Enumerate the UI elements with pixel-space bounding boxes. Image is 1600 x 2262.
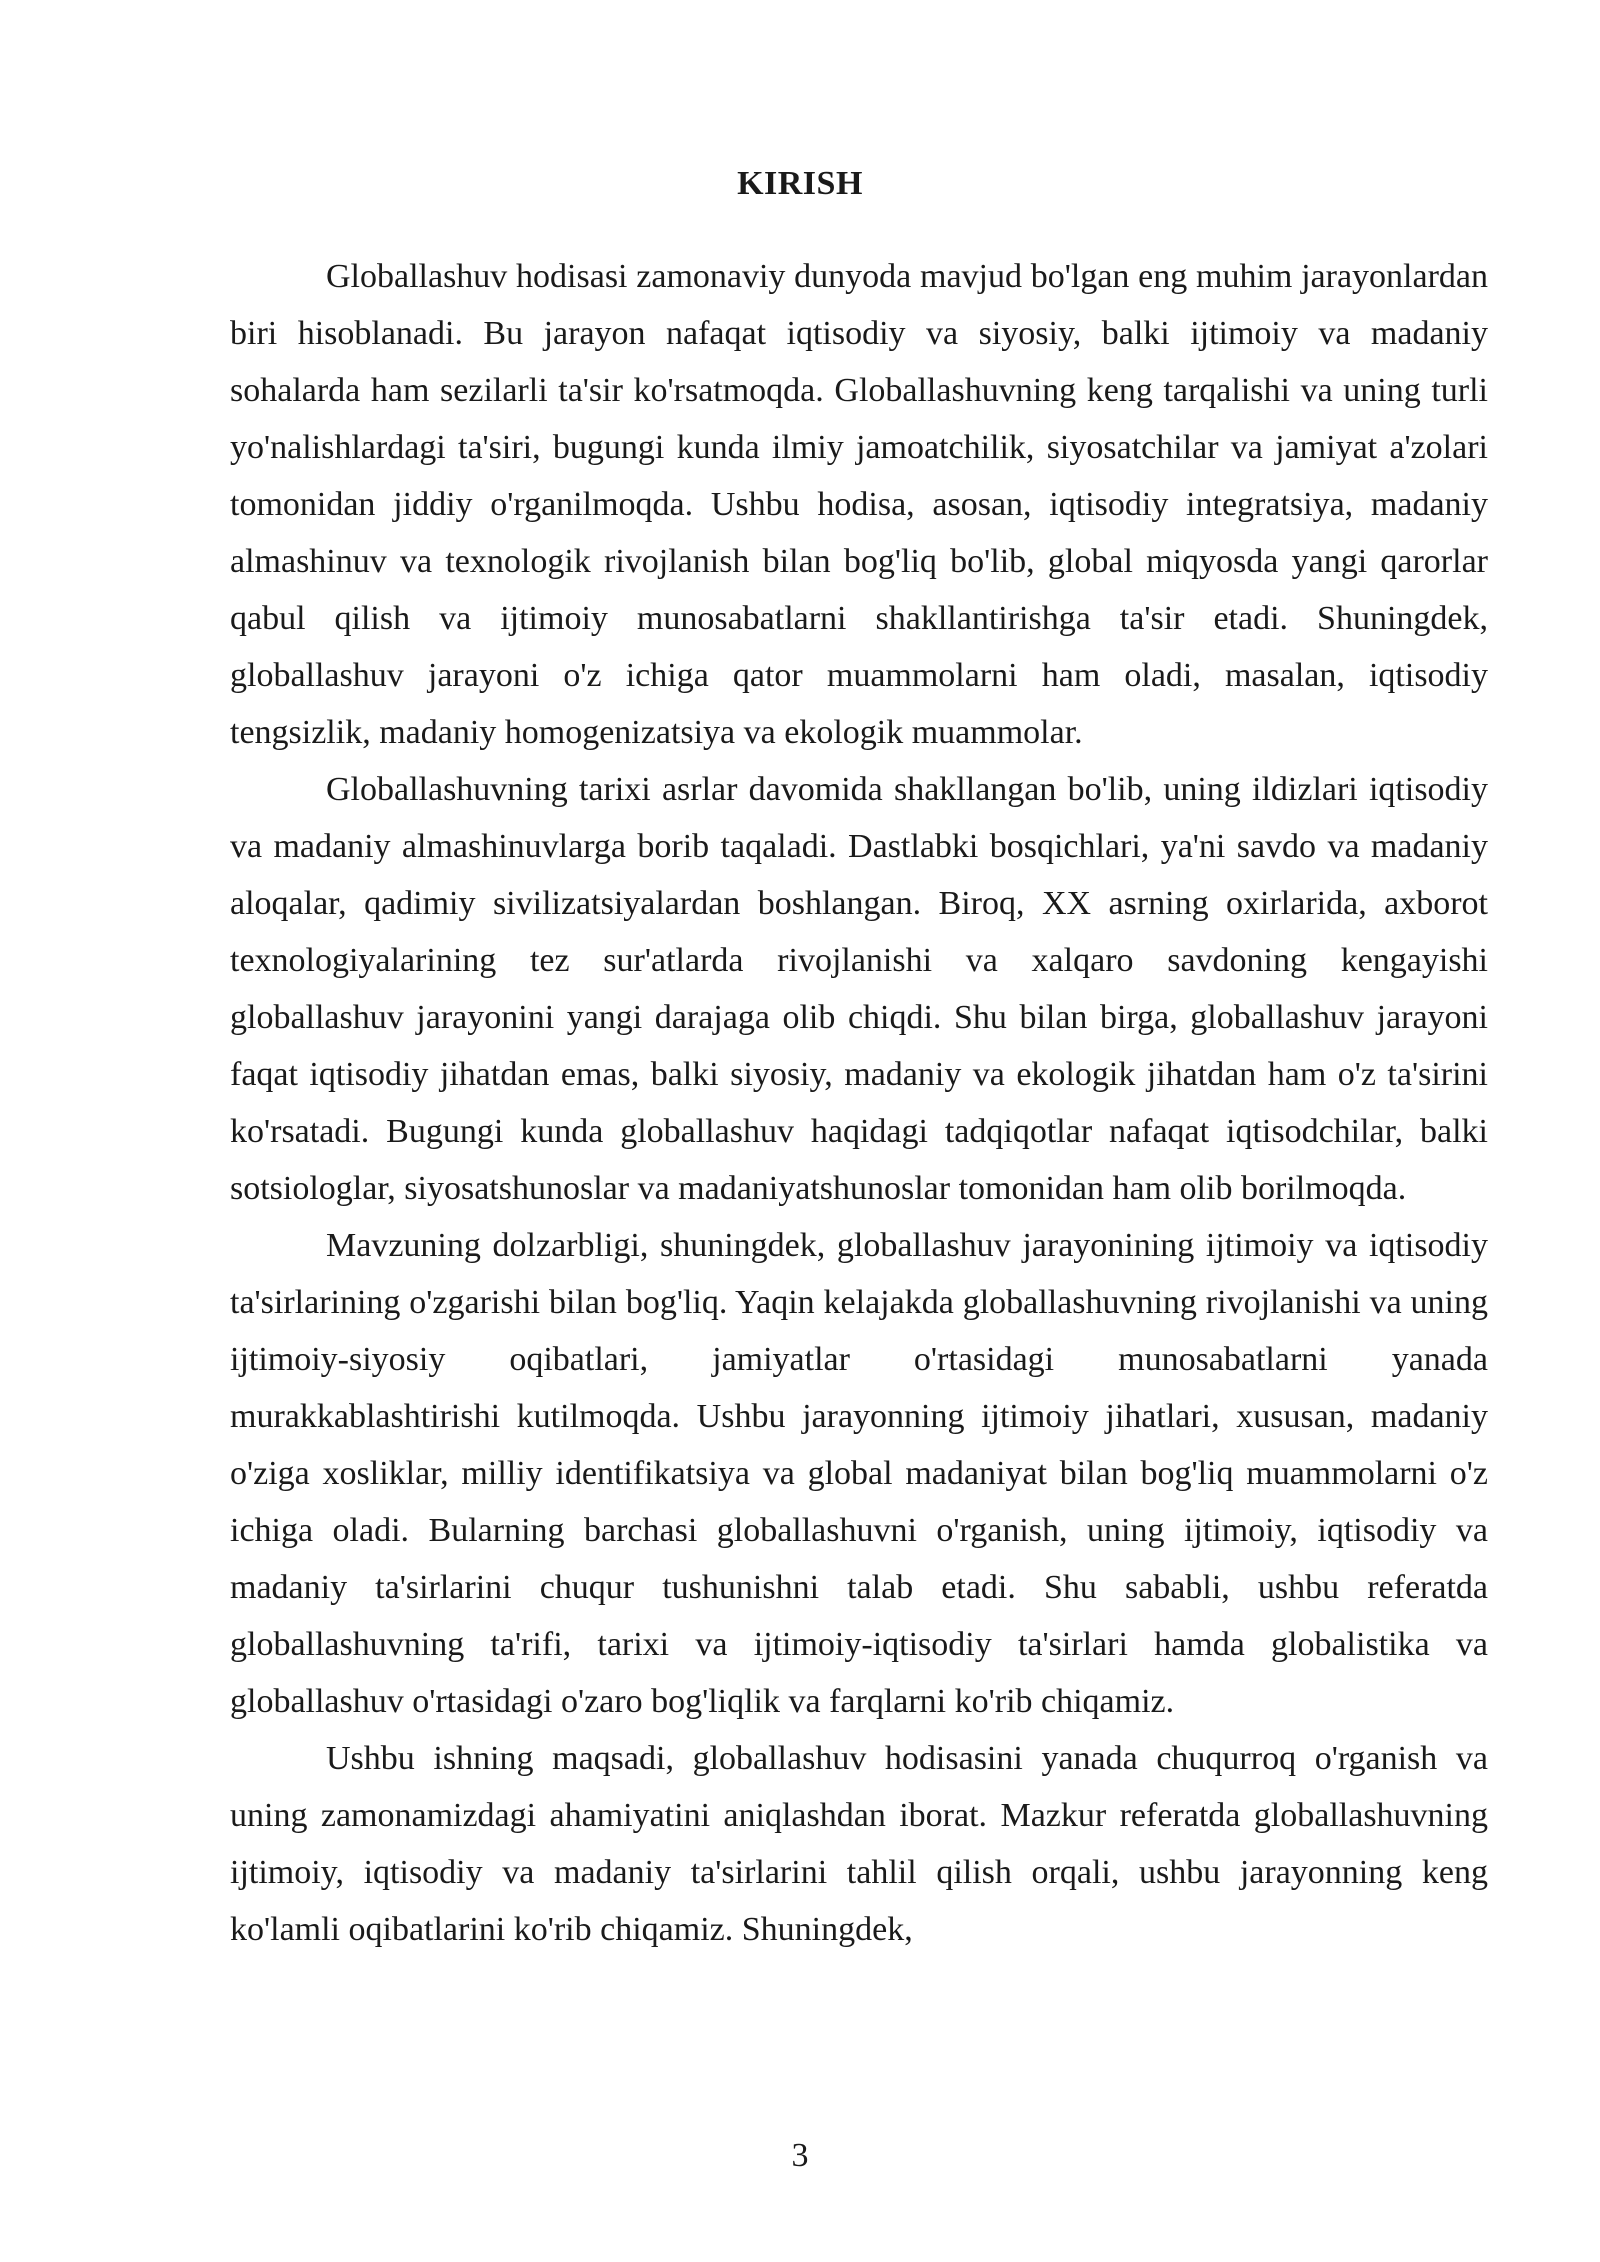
page-title: KIRISH xyxy=(737,165,863,202)
page-number: 3 xyxy=(791,2137,809,2174)
paragraph-4: Ushbu ishning maqsadi, globallashuv hodisasini yanada chuqurroq o'rganish va uning zamonamizdagi ahamiyatini aniqlashdan iborat. Mazkur referatda globallashuvning ijtimoiy, iqtisodiy va madaniy ta'sirlarini tahlil qilish orqali, ushbu jarayonning keng ko'lamli oqibatlarini ko'rib chiqamiz. Shuningdek, xyxy=(230,1740,1488,1948)
paragraph-3: Mavzuning dolzarbligi, shuningdek, globallashuv jarayonining ijtimoiy va iqtisodiy ta'sirlarining o'zgarishi bilan bog'liq. Yaqin kelajakda globallashuvning rivojlanishi va uning ijtimoiy-siyosiy oqibatlari, jamiyatlar o'rtasidagi munosabatlarni yanada murakkablashtirishi kutilmoqda. Ushbu jarayonning ijtimoiy jihatlari, xususan, madaniy o'ziga xosliklar, milliy identifikatsiya va global madaniyat bilan bog'liq muammolarni o'z ichiga oladi. Bularning barchasi globallashuvni o'rganish, uning ijtimoiy, iqtisodiy va madaniy ta'sirlarini chuqur tushunishni talab etadi. Shu sababli, ushbu referatda globallashuvning ta'rifi, tarixi va ijtimoiy-iqtisodiy ta'sirlari hamda globalistika va globallashuv o'rtasidagi o'zaro bog'liqlik va farqlarni ko'rib chiqamiz. xyxy=(230,1227,1488,1720)
paragraph-2: Globallashuvning tarixi asrlar davomida shakllangan bo'lib, uning ildizlari iqtisodiy va madaniy almashinuvlarga borib taqaladi. Dastlabki bosqichlari, ya'ni savdo va madaniy aloqalar, qadimiy sivilizatsiyalardan boshlangan. Biroq, XX asrning oxirlarida, axborot texnologiyalarining tez sur'atlarda rivojlanishi va xalqaro savdoning kengayishi globallashuv jarayonini yangi darajaga olib chiqdi. Shu bilan birga, globallashuv jarayoni faqat iqtisodiy jihatdan emas, balki siyosiy, madaniy va ekologik jihatdan ham o'z ta'sirini ko'rsatadi. Bugungi kunda globallashuv haqidagi tadqiqotlar nafaqat iqtisodchilar, balki sotsiologlar, siyosatshunoslar va madaniyatshunoslar tomonidan ham olib borilmoqda. xyxy=(230,771,1488,1207)
paragraph-1: Globallashuv hodisasi zamonaviy dunyoda mavjud bo'lgan eng muhim jarayonlardan biri hisoblanadi. Bu jarayon nafaqat iqtisodiy va siyosiy, balki ijtimoiy va madaniy sohalarda ham sezilarli ta'sir ko'rsatmoqda. Globallashuvning keng tarqalishi va uning turli yo'nalishlardagi ta'siri, bugungi kunda ilmiy jamoatchilik, siyosatchilar va jamiyat a'zolari tomonidan jiddiy o'rganilmoqda. Ushbu hodisa, asosan, iqtisodiy integratsiya, madaniy almashinuv va texnologik rivojlanish bilan bog'liq bo'lib, global miqyosda yangi qarorlar qabul qilish va ijtimoiy munosabatlarni shakllantirishga ta'sir etadi. Shuningdek, globallashuv jarayoni o'z ichiga qator muammolarni ham oladi, masalan, iqtisodiy tengsizlik, madaniy homogenizatsiya va ekologik muammolar. xyxy=(230,258,1488,751)
body-text xyxy=(230,248,1488,1958)
